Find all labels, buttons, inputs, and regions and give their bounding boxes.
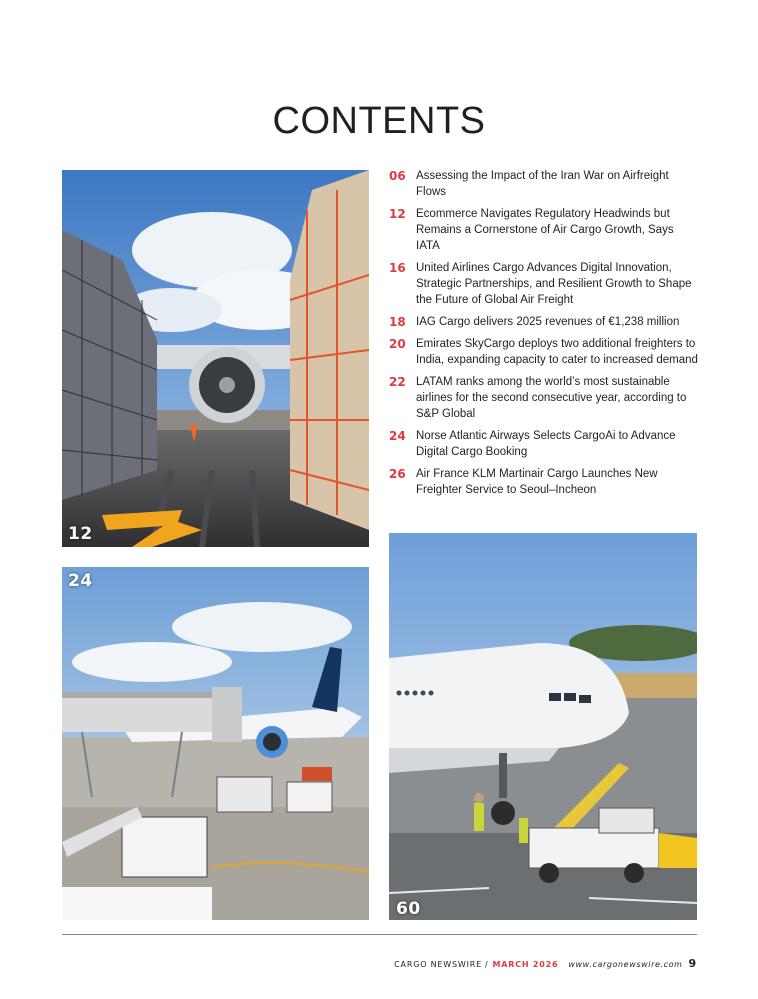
toc-title: LATAM ranks among the world’s most sustainable airlines for the second consecutive year, according to S&P Global [416, 376, 687, 420]
toc-entry[interactable] [389, 260, 699, 308]
cargo-loading-photo [62, 170, 369, 547]
toc-entry[interactable] [389, 206, 699, 254]
toc-entry[interactable] [389, 466, 699, 498]
toc-entry[interactable] [389, 168, 699, 200]
aircraft-tug-photo [389, 533, 697, 920]
page-footer [394, 957, 697, 970]
toc-title: United Airlines Cargo Advances Digital Innovation, Strategic Partnerships, and Resilient Growth to Shape the Future of Global Air Freight [416, 262, 692, 306]
toc-page-number: 12 [389, 207, 406, 221]
photo-page-tag: 24 [68, 571, 93, 591]
toc-entry[interactable] [389, 336, 699, 368]
footer-publication: CARGO NEWSWIRE [394, 960, 482, 969]
toc-title: Ecommerce Navigates Regulatory Headwinds but Remains a Cornerstone of Air Cargo Growth, Says IATA [416, 208, 674, 252]
footer-page-number: 9 [688, 957, 697, 970]
airport-gate-photo [62, 567, 369, 920]
toc-entry[interactable] [389, 428, 699, 460]
toc-page-number: 22 [389, 375, 406, 389]
toc-page-number: 26 [389, 467, 406, 481]
footer-separator: / [484, 960, 489, 969]
footer-issue: MARCH 2026 [492, 960, 559, 969]
photo-page-tag: 12 [68, 524, 93, 544]
toc-title: IAG Cargo delivers 2025 revenues of €1,238 million [416, 316, 680, 328]
toc-page-number: 20 [389, 337, 406, 351]
toc-page-number: 06 [389, 169, 406, 183]
table-of-contents [389, 168, 699, 504]
toc-entry[interactable] [389, 314, 699, 330]
toc-page-number: 16 [389, 261, 406, 275]
page-title: CONTENTS [272, 100, 486, 142]
toc-title: Assessing the Impact of the Iran War on Airfreight Flows [416, 170, 669, 198]
toc-title: Emirates SkyCargo deploys two additional freighters to India, expanding capacity to cater to increased demand [416, 338, 698, 366]
footer-divider [62, 934, 697, 935]
toc-title: Air France KLM Martinair Cargo Launches New Freighter Service to Seoul–Incheon [416, 468, 658, 496]
toc-entry[interactable] [389, 374, 699, 422]
photo-page-tag: 60 [396, 899, 421, 919]
airport-gate-illustration [62, 567, 369, 920]
cargo-loading-illustration [62, 170, 369, 547]
toc-page-number: 24 [389, 429, 406, 443]
toc-title: Norse Atlantic Airways Selects CargoAi to Advance Digital Cargo Booking [416, 430, 676, 458]
toc-page-number: 18 [389, 315, 406, 329]
footer-website[interactable]: www.cargonewswire.com [568, 960, 683, 969]
aircraft-tug-illustration [389, 533, 697, 920]
